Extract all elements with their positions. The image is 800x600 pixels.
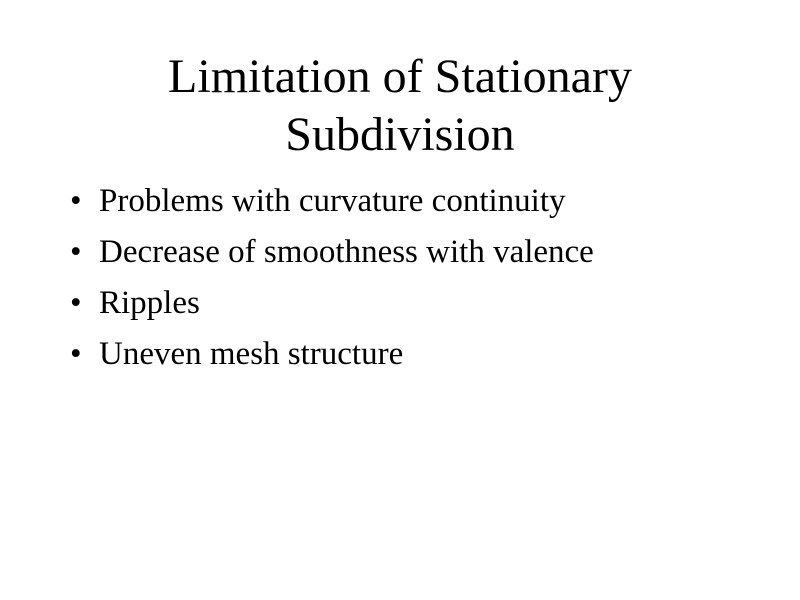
slide-title [0,48,800,164]
bullet-icon: • [70,234,82,270]
bullet-text: Uneven mesh structure [99,336,404,372]
bullet-text: Decrease of smoothness with valence [99,234,594,270]
list-item [70,176,750,227]
bullet-list [70,176,750,380]
bullet-text: Ripples [99,285,200,321]
slide-title-line-1: Limitation of Stationary [168,50,632,103]
bullet-icon: • [70,285,82,321]
slide-title-line-2: Subdivision [285,108,515,161]
bullet-text: Problems with curvature continuity [99,183,566,219]
list-item [70,278,750,329]
list-item [70,329,750,380]
bullet-icon: • [70,336,82,372]
bullet-icon: • [70,183,82,219]
list-item [70,227,750,278]
